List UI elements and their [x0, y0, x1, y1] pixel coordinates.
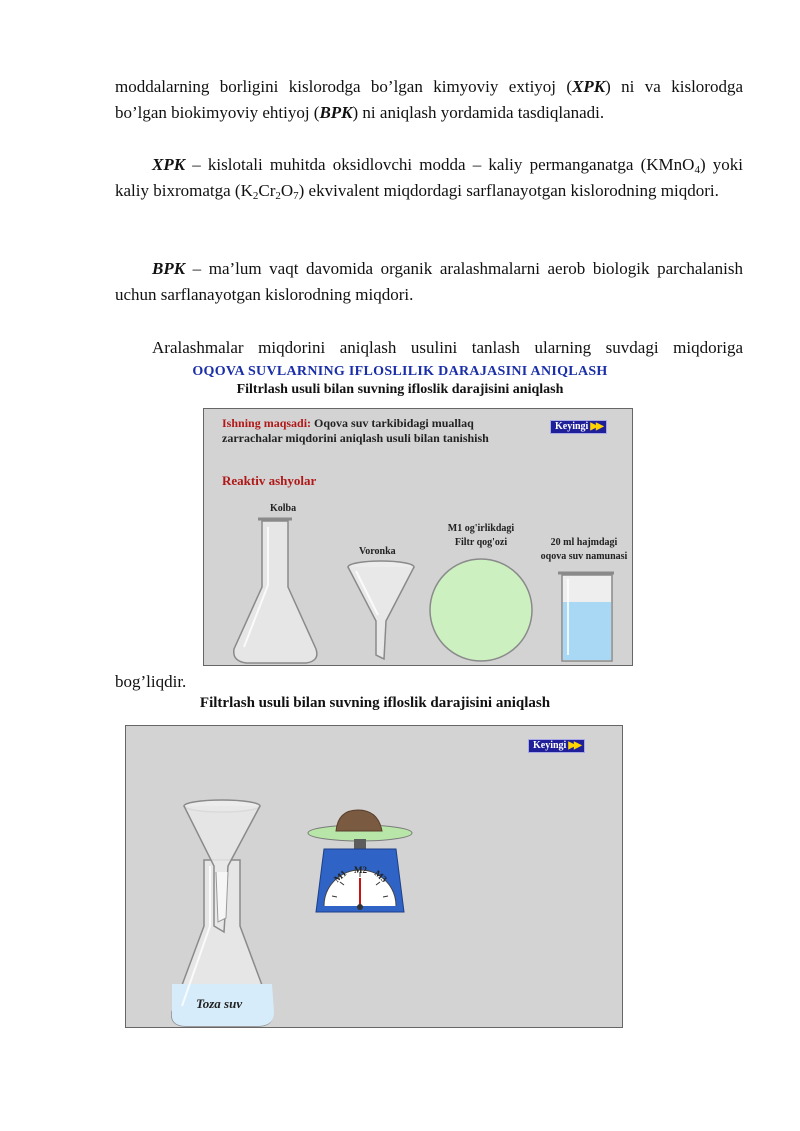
beaker-icon — [558, 573, 614, 661]
xpk-abbr: XPK — [572, 77, 606, 96]
flask-icon — [234, 519, 317, 663]
scale-label-m2: M2 — [354, 865, 367, 875]
filter-label-2: Filtr qog'ozi — [454, 537, 508, 548]
aim-line-1: Ishning maqsadi: Oqova suv tarkibidagi muallaq — [222, 416, 474, 430]
figure2-title: Filtrlash usuli bilan suvning ifloslik darajisini aniqlash — [199, 695, 551, 711]
sample-icon — [336, 810, 382, 831]
next-button-2[interactable]: Keyingi ▶▶ — [528, 739, 585, 753]
sample-label-2: oqova suv namunasi — [540, 551, 628, 562]
flask-with-funnel-icon — [172, 800, 274, 1026]
next-button[interactable]: Keyingi ▶▶ — [550, 420, 607, 434]
bpk-abbr: BPK — [319, 103, 353, 122]
funnel-label: Voronka — [359, 546, 396, 557]
figure2-panel — [125, 725, 623, 1028]
filter-paper-icon — [430, 559, 532, 661]
sample-label-1: 20 ml hajmdagi — [550, 537, 618, 548]
paragraph-4-line: Aralashmalar miqdorini aniqlash usulini tanlash ularning suvdagi miqdoriga — [152, 338, 743, 357]
aim-line-2: zarrachalar miqdorini aniqlash usuli bilan tanishish — [222, 431, 489, 445]
figure1-subtitle: Filtrlash usuli bilan suvning ifloslik darajisini aniqlash — [236, 382, 564, 397]
filter-label-1: M1 og'irlikdagi — [447, 523, 515, 534]
double-arrow-icon: ▶▶ — [590, 421, 602, 432]
double-arrow-icon: ▶▶ — [568, 740, 580, 751]
flask-label: Kolba — [270, 503, 297, 514]
scale-label-m3: M3 — [372, 868, 390, 885]
funnel-icon — [348, 561, 414, 659]
paragraph-1: moddalarning borligini kislorodga bo’lgan kimyoviy extiyoj (XPK) ni va kislorodga bo’lgan biokimyoviy ehtiyoj (BPK) ni aniqlash yordamida tasdiqlanadi. — [115, 77, 743, 122]
paragraph-xpk-definition: XPK – kislotali muhitda oksidlovchi modda – kaliy permanganatga (KMnO$_4$) yoki kaliy bixromatga $(K_2Cr_2O_7)$ ekvivalent miqdordagi sarflanayotgan kislorodning miqdori. — [115, 155, 744, 202]
scale-label-m1: M1 — [331, 868, 349, 885]
paragraph-5: bog’liqdir. — [115, 672, 187, 691]
weighing-scale-icon — [308, 810, 412, 912]
clean-water-label: Toza suv — [196, 996, 243, 1011]
figure1-header: OQOVA SUVLARNING IFLOSLILIK DARAJASINI ANIQLASH — [192, 364, 608, 379]
figure1-panel — [203, 408, 633, 666]
paragraph-bpk-definition: BPK – ma’lum vaqt davomida organik aralashmalarni aerob biologik parchalanish uchun sarflanayotgan kislorodning miqdori. — [115, 259, 743, 304]
reagents-heading: Reaktiv ashyolar — [222, 473, 317, 488]
aim-label: Ishning maqsadi: — [222, 416, 312, 430]
